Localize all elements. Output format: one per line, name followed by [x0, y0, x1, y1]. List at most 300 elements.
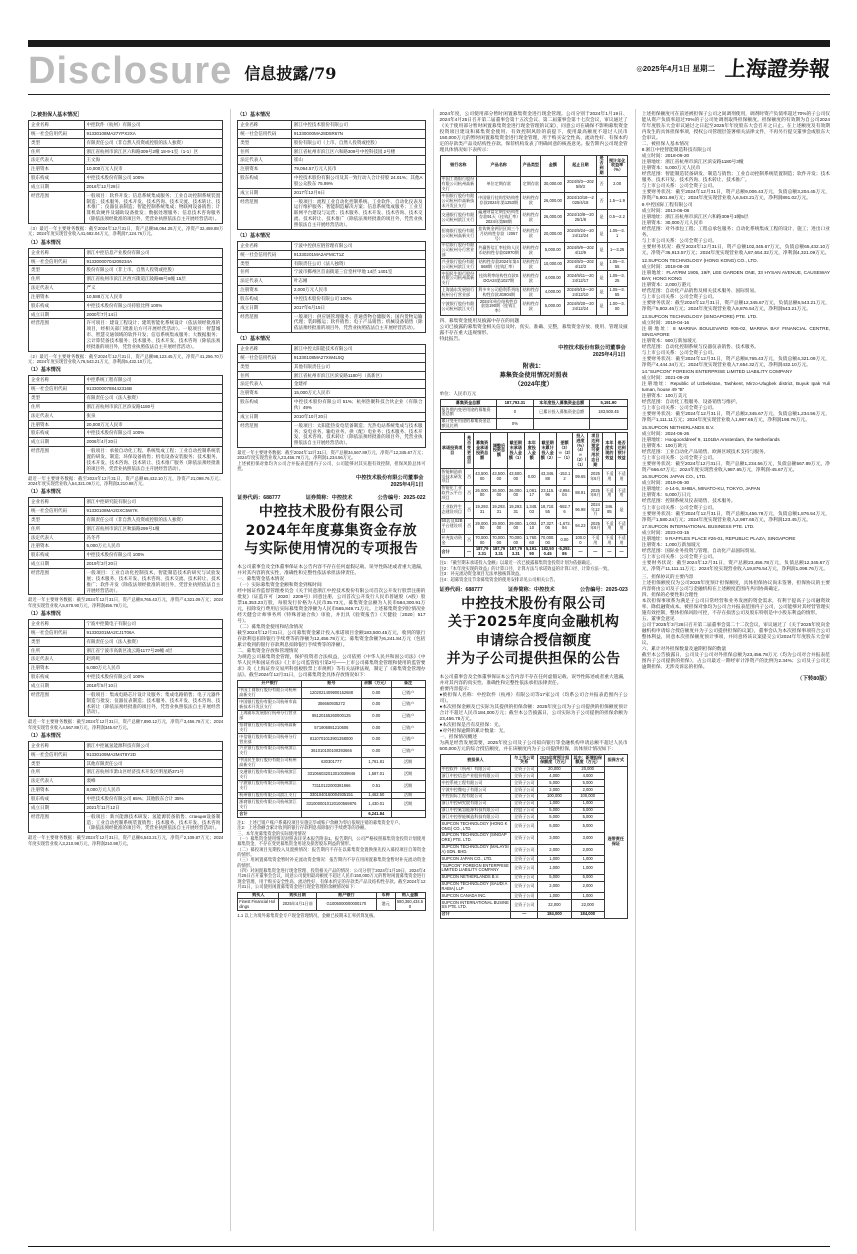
- table-cell: G1005000000000170: [316, 899, 376, 911]
- field-value: 浙江中控太阳能技术有限公司: [291, 345, 425, 354]
- table-row: [29, 515, 223, 524]
- text-line: 上述被担保对象均为公司合并报表范围内子公司，公司能够对其实施有效控制，担保风险总体可控。: [237, 460, 426, 472]
- field-label: 经营范围: [29, 191, 85, 223]
- section-heading: （1）基本情况: [28, 611, 61, 618]
- table-cell: 2024年12月: [588, 502, 603, 518]
- text-line: 主要财务状况：截至2024年12月31日，资产总额3,456.78万元，负债总额1,876.54万元，净资产1,580.24万元；2024年度实现营业收入2,987.65万元，净利润123.45万元。: [641, 510, 830, 522]
- table-cell: 2.00: [607, 176, 627, 192]
- table-cell: 0.00: [524, 469, 539, 485]
- body-paragraph: [440, 111, 628, 153]
- column-header: 是否变更项目: [464, 433, 473, 469]
- table-cell: 1,430.01: [361, 799, 391, 811]
- column-header: 产品名称: [477, 155, 521, 176]
- table-cell: 定期存款: [521, 176, 541, 192]
- table-cell: 3,000: [571, 832, 604, 844]
- note-paragraph: [28, 226, 223, 237]
- field-label: 股东构成: [29, 301, 85, 310]
- table-cell: 中国银行股份有限公司杭州市高新技术开发区支行: [238, 699, 302, 711]
- field-label: 经营范围: [238, 312, 292, 333]
- table-row: [29, 741, 223, 750]
- table-cell: 1,000: [538, 863, 571, 875]
- table-row: [29, 174, 223, 183]
- column-2: [230, 109, 425, 1231]
- table-cell: 结构性存款: [522, 258, 540, 269]
- table-cell: 1,587.01: [361, 769, 391, 781]
- text-line: 特此报告。: [439, 335, 463, 341]
- field-label: 统一社会信用代码: [238, 129, 292, 138]
- column-header: 本年度投入金额: [524, 433, 539, 469]
- table-cell: 2024/9/10—2024/12/10: [565, 287, 596, 299]
- text-line: 最近一年主要财务数据：截至2024年12月31日，资产总额6,543.21万元，净资产2,109.87万元；2024年度实现营业收入3,210.98万元，净利润210.98万元。: [28, 835, 224, 846]
- field-label: 注册资本: [29, 664, 85, 673]
- field-value: 5,000万元人民币: [84, 542, 223, 551]
- table-row: [238, 268, 425, 277]
- table-cell: 0.00: [361, 745, 391, 757]
- text-line: 六、累计对外担保数量及逾期担保的数量: [641, 645, 727, 651]
- column-header: 与上市公司关系: [511, 755, 538, 767]
- table-cell: 187,793.31: [507, 546, 524, 558]
- table-cell: 22,000: [538, 900, 571, 912]
- table-cell: 94.23: [573, 518, 588, 534]
- field-value: 有限责任公司（非自然人投资或控股的法人独资）: [84, 138, 223, 147]
- table-cell: 已销户: [391, 745, 425, 757]
- field-value: 2000年7月14日: [84, 310, 223, 319]
- field-label: 统一社会信用代码: [238, 250, 292, 259]
- table-cell: 招商银行股份有限公司杭州高新支行: [238, 722, 302, 734]
- table-cell: 100,000: [571, 793, 604, 800]
- column-header: 2025年度预计担保额度（万元）: [539, 754, 570, 765]
- table-row: [238, 353, 425, 362]
- table-cell: 70,000.00: [492, 534, 506, 545]
- table-cell: 1.5—1.9: [607, 193, 627, 209]
- text-line: 与上市公司关系：公司全资子公司。: [641, 349, 717, 355]
- table-cell: 5,191.90: [526, 546, 538, 557]
- text-line: 成立时间：2019-04-16: [641, 319, 690, 325]
- company-info-table: [28, 741, 223, 833]
- field-value: 10,588万元人民币: [84, 292, 223, 301]
- bottom-rule: [28, 1246, 830, 1247]
- text-line: 上述担保额度仅为公司2025年度预计担保额度，具体担保协议尚未签署，担保协议的主要内容将由公司及子公司与金融机构在上述额度范围内共同协商确定。: [641, 579, 830, 591]
- text-line: 二、募集资金存放和管理情况: [237, 647, 299, 653]
- text-line: 注2：『本年度实现的效益』的计算口径、计算方法与承诺效益的计算口径、计算方法一致。: [439, 565, 612, 571]
- table-cell: 1,000: [571, 800, 604, 807]
- table-cell: 19,293.31: [474, 502, 491, 518]
- field-label: 类型: [29, 515, 85, 524]
- field-value: 91330000704209234A: [84, 257, 223, 266]
- text-line: 注4：超募资金及节余募集资金的使用安排详见公司相关公告。: [439, 576, 558, 582]
- table-cell: 中国民生银行股份有限公司杭州高新支行: [238, 757, 302, 769]
- table-cell: 1—3.25: [607, 242, 627, 258]
- table-cell: 2024/9/3—2024/12/3: [565, 259, 596, 271]
- field-value: 宁波中控微电子有限公司: [84, 620, 223, 629]
- text-line: 14.“SUPCON” FOREIGN ENTERPRISE LIMITED LIABILITY COMPANY: [641, 369, 793, 375]
- text-line: 1.1 以上为境外募集资金专户现金管理情况，金额已按期末汇率折算复核。: [237, 913, 378, 918]
- table-cell: 1.05—3.1: [607, 226, 627, 242]
- text-line: 二、被担保人基本情况: [641, 140, 689, 146]
- table-cell: 结构性存款2024年第4568期（挂钩汇率）: [478, 258, 519, 269]
- text-line: 注1：『截至期末承诺投入金额』以最近一次已披露募集资金投资计划为依据确定。: [439, 560, 595, 566]
- table-cell: 不适用: [588, 535, 603, 547]
- column-header: 开户银行: [238, 680, 302, 687]
- text-line: 与上市公司关系：公司全资子公司。: [641, 504, 717, 510]
- field-value: 2017年6月15日: [291, 303, 425, 312]
- field-label: 统一社会信用代码: [29, 628, 85, 637]
- table-cell: 宁波中控微电子有限公司: [440, 787, 511, 794]
- table-cell: 活期: [391, 780, 425, 792]
- table-cell: -5,292.86: [556, 546, 573, 558]
- table-cell: Finest Financial Holdings: [238, 899, 279, 911]
- table-cell: 18,710.55: [539, 502, 556, 518]
- note-paragraph: [28, 597, 223, 608]
- table-cell: 4,000.00: [541, 271, 565, 287]
- table-row: [29, 759, 223, 768]
- table-cell: 结构性存款: [521, 242, 541, 258]
- table-row: [238, 294, 425, 303]
- table-cell: 580,360,434.50: [396, 898, 424, 909]
- table-cell: 招商银行股份有限公司杭州高新支行: [440, 226, 477, 242]
- table-row: [440, 780, 627, 787]
- table-cell: 浙商银行股份有限公司杭州滨江支行: [238, 799, 302, 811]
- text-line: （二）募投项目先期投入及置换情况：报告期内不存在以募集资金置换预先投入募投项目自筹资金的情形。: [237, 846, 426, 857]
- table-cell: 5,000: [538, 807, 571, 814]
- table-cell: “SUPCON” FOREIGN ENTERPRISE LIMITED LIABILITY COMPANY: [441, 862, 509, 873]
- table-cell: 88.91: [573, 485, 588, 501]
- signature-line: 中控技术股份有限公司董事会: [558, 344, 626, 351]
- section-heading: （1）基本情况: [28, 239, 61, 246]
- field-label: 住所: [238, 371, 292, 380]
- table-cell: 结构性存款: [521, 193, 541, 209]
- table-row: [440, 209, 627, 225]
- field-label: 企业名称: [29, 376, 85, 385]
- table-row: [238, 757, 425, 769]
- table-cell: 0.00: [556, 535, 573, 547]
- section-heading: （1）基本情况: [237, 232, 271, 239]
- table-cell: 工业软件生态建设项目: [440, 502, 464, 518]
- field-value: 15,000万元人民币: [291, 389, 425, 398]
- table-row: [440, 766, 627, 773]
- field-value: 10,000万元人民币: [84, 165, 223, 174]
- table-row: [238, 792, 425, 799]
- text-line: 注册资本：500万新加坡元: [641, 337, 697, 343]
- section-heading: （1）基本情况: [28, 489, 61, 496]
- text-line: （四）对闲置募集资金进行现金管理、投资相关产品的情况：公司分别于2024年1月19日、2024年4月25日召开董事会会议，同意公司使用最高额度不超过人民币150,000万元的暂时闲置募集资金进行现金管理，用于购买安全性高、流动性好、有保本约定的存款类产品及结构性存款。截至2024年12月31日，公司使用闲置募集资金进行现金管理的余额情况如下：: [237, 868, 426, 890]
- text-line: 经营范围：自动化产品销售及相关技术服务、国际贸易。: [641, 287, 759, 293]
- table-cell: 8110701013901358000: [301, 734, 361, 746]
- headline-line: 中控技术股份有限公司: [258, 504, 404, 521]
- field-value: 其他有限责任公司: [291, 362, 425, 371]
- table-row: [238, 345, 425, 354]
- table-cell: 中信银行股份有限公司杭州分行营业部: [440, 242, 477, 258]
- signature-line: 中控技术股份有限公司董事会: [356, 474, 424, 481]
- text-line: 16.SUPCON JAPAN CO., LTD.: [641, 474, 707, 480]
- text-line: 注册资本：100万欧元: [641, 442, 688, 448]
- table-cell: 全资子公司: [511, 800, 538, 807]
- field-label: 经营范围: [29, 319, 85, 351]
- table-row: [238, 734, 425, 746]
- table-cell: 合计: [440, 911, 511, 918]
- announcement-headline: [237, 503, 425, 558]
- table-row: [29, 257, 223, 266]
- field-value: 浙江中控信息产业股份有限公司: [84, 248, 223, 257]
- field-label: 住所: [29, 524, 85, 533]
- field-label: 企业名称: [238, 345, 292, 354]
- table-row: [238, 156, 425, 165]
- field-label: 成立日期: [29, 560, 85, 569]
- table-row: [238, 277, 425, 286]
- table-cell: 2024/10/8—2025/1/8: [565, 209, 596, 225]
- text-line: 2024年度，公司使用部分暂时闲置募集资金进行现金管理。公司分别于2024年1月19日、2024年4月25日召开第二届董事会第十五次会议、第二届董事会第十七次会议，审议通过了《关于使用部分暂时闲置募集资金进行现金管理的议案》，同意公司在确保不影响募集资金投资项目建设和募集资金使用、有效控制风险的前提下，使用最高额度不超过人民币150,000万元的暂时闲置募集资金进行现金管理，用于购买安全性高、流动性好、有保本约定的存款类产品及结构性存款。保荐机构发表了明确同意的核查意见。报告期内公司现金管理具体情况如下表所示：: [439, 110, 628, 152]
- field-value: 2010年10月20日: [291, 412, 425, 421]
- table-cell: 2024/9/11—2024/12/17: [565, 271, 596, 287]
- field-label: 法定代表人: [29, 156, 85, 165]
- column-header: 调整后投资总额: [491, 433, 508, 469]
- table-cell: 0.51: [361, 780, 391, 792]
- company-info-table: [28, 375, 223, 473]
- text-line: 上述担保额度可在前述被担保子公司之间调剂使用，调剂时资产负债率超过70%的子公司仅能从资产负债率超过70%的子公司处调剂取得担保额度。担保额度的有效期为自公司2024年年度股东大会审议通过之日起至2025年年度股东大会召开之日止。在上述额度及有效期内发生的具体担保事项，授权公司管理层签署相关法律文件，不再另行提交董事会或股东大会审议。: [641, 110, 830, 140]
- field-value: 一般项目：供应链管理服务；普通货物仓储服务；国内货物运输代理；装卸搬运；软件销售；电子产品销售；机械设备销售（除依法须经批准的项目外，凭营业执照依法自主开展经营活动）。: [291, 312, 425, 333]
- table-cell: 1.05—3.55: [607, 259, 627, 271]
- table-row: [440, 911, 627, 918]
- table-cell: 5,000: [571, 821, 604, 833]
- table-cell: 全资子公司: [511, 832, 538, 844]
- table-cell: 1.05—3.25: [607, 271, 627, 287]
- text-line: 经营范围：对外承包工程；工程总承包服务；自动化系统集成工程的设计、施工；进出口业务。: [641, 226, 830, 238]
- table-row: [238, 811, 425, 818]
- table-cell: 2025年4月1日前: [279, 899, 316, 911]
- table-cell: 上海浦东发展银行杭州分行营业部: [238, 710, 302, 722]
- table-row: [29, 319, 223, 351]
- table-cell: 43,346.88: [539, 469, 556, 485]
- table-cell: 100.00: [573, 535, 588, 547]
- field-label: 统一社会信用代码: [29, 385, 85, 394]
- table-row: [440, 814, 627, 821]
- field-label: 股东构成: [238, 174, 292, 189]
- title-line: 附表1：: [522, 363, 545, 371]
- field-value: 一般项目：新兴能源技术研发；氢能源装备销售；станция设备制造；工业自动控制系统装置销售；技术服务、技术开发、技术咨询（除依法须经批准的项目外，凭营业执照依法自主开展经营活动）。: [84, 812, 223, 833]
- field-value: 赵鸿鸣: [84, 655, 223, 664]
- table-row: [29, 385, 223, 394]
- table-row: [238, 121, 425, 130]
- table-row: [440, 226, 627, 242]
- table-cell: 已销户: [391, 687, 425, 699]
- header-row: [238, 892, 425, 899]
- paper-name: 上海證券報: [724, 56, 831, 81]
- field-value: 2019年3月20日: [84, 560, 223, 569]
- table-row: [29, 447, 223, 473]
- field-label: 法定代表人: [29, 284, 85, 293]
- table-cell: 否: [464, 518, 473, 534]
- table-cell: 571906881210606: [301, 722, 361, 734]
- column-header: 截至期末承诺投入金额（1）: [507, 433, 524, 469]
- table-cell: 不适用: [617, 534, 626, 545]
- text-line: 三、本年度募集资金的实际使用情况: [237, 830, 306, 836]
- table-cell: 浙江中控信息产业股份有限公司: [440, 773, 511, 780]
- field-value: 一般项目：承接自动化工程、系统集成工程；工业自动控制系统装置的研发、制造；环保设备销售；机电设备安装服务；技术服务、技术开发、技术咨询、技术转让、技术推广服务（除依法须经批准的项目外，凭营业执照依法自主开展经营活动）。: [84, 447, 223, 473]
- field-value: 冯冬芹: [84, 533, 223, 542]
- table-cell: 182,500.45: [539, 546, 556, 558]
- company-info-table: [28, 120, 223, 224]
- column-header: 募集资金总额: [440, 400, 496, 407]
- field-label: 法定代表人: [238, 277, 292, 286]
- table-cell: 2,000: [571, 881, 604, 893]
- field-label: 类型: [238, 138, 292, 147]
- headline-line: 申请综合授信额度: [475, 632, 592, 649]
- body-paragraph: [440, 674, 628, 752]
- table-cell: 活期: [391, 769, 425, 781]
- table-cell: 不适用: [616, 485, 627, 501]
- table-cell: 否: [464, 502, 473, 518]
- section-heading: （1）基本情况: [237, 336, 271, 343]
- field-value: 2018年5月10日: [84, 681, 223, 690]
- table-cell: 184,000: [538, 911, 571, 918]
- table-row: [238, 362, 425, 371]
- table-row: [29, 507, 223, 516]
- field-label: 住所: [29, 402, 85, 411]
- table-cell: 已销户: [391, 734, 425, 746]
- table-cell: 20,000: [571, 766, 604, 773]
- section-heading: （1）基本情况: [237, 112, 271, 118]
- table-cell: 全资子公司: [511, 793, 538, 800]
- field-label: 股东构成: [238, 294, 292, 303]
- table-cell: 0.00: [361, 734, 391, 746]
- table-cell: 5S店及S2B平台建设项目: [441, 518, 463, 533]
- header-row: [440, 155, 627, 176]
- text-line: 13.SUPCON TECHNOLOGY (SINGAPORE) PTE. LTD.: [641, 313, 758, 319]
- table-cell: 2,000: [571, 844, 604, 856]
- table-cell: 是: [616, 502, 627, 518]
- table-cell: 184,000: [571, 911, 604, 918]
- body-paragraph: [642, 369, 830, 423]
- signature-line: 2025年4月1日: [592, 352, 626, 359]
- table-cell: 全资子公司: [511, 821, 538, 833]
- field-value: 严义: [84, 284, 223, 293]
- text-line: 主要财务状况：截至2024年12月31日，资产总额23,456.78万元，负债总额12,345.67万元，净资产11,111.11万元；2024年度实现营业收入19,876.54万元，净利润1,098.76万元。: [641, 560, 830, 572]
- table-cell: 全资子公司: [511, 874, 538, 881]
- text-line: ●被担保人名称：中控软件（杭州）有限公司等17家公司（均系公司合并报表范围内子公司）。: [439, 691, 628, 703]
- column-header: 被担保人: [440, 755, 511, 767]
- table-cell: 187,793.31: [474, 546, 491, 558]
- table-cell: 96.98: [573, 502, 588, 518]
- body-paragraph: [440, 318, 628, 342]
- column-header: 金额: [541, 155, 565, 176]
- column-header: 备注: [391, 680, 425, 687]
- text-line: 五、董事会意见: [641, 615, 675, 621]
- field-value: 2021年11月12日: [84, 803, 223, 812]
- table-cell: 1,462.50: [361, 792, 391, 799]
- table-cell: 5,000: [571, 780, 604, 787]
- field-value: 79,064.57万元人民币: [291, 165, 425, 174]
- table-cell: 43,500.00: [474, 469, 491, 485]
- text-line: 最近一年主要财务数据：截至2024年12月31日，资产总额8,765.43万元，净资产4,321.09万元；2024年度实现营业收入5,678.90万元，净利润456.78万元。: [28, 597, 224, 608]
- field-label: 类型: [29, 266, 85, 275]
- text-line: （三）用闲置募集资金暂时补充流动资金情况：报告期内不存在用闲置募集资金暂时补充流动资金的情形。: [237, 857, 426, 868]
- text-line: 与上市公司关系：公司全资子公司。: [641, 238, 717, 244]
- field-value: 中控软件（杭州）有限公司: [84, 121, 223, 130]
- table-cell: 0%: [496, 418, 533, 430]
- text-line: 经营范围：控制系统及仪表销售、技术服务。: [641, 498, 736, 504]
- text-line: 经营范围：国际业务投资与管理、自动化产品国际贸易。: [641, 548, 759, 554]
- table-cell: 29,000.00: [507, 518, 524, 534]
- table-cell: 95120155260000125: [301, 710, 361, 722]
- table-cell: 不适用: [616, 469, 627, 485]
- text-line: 注册地址：Hoogoorddreef 9, 1101BA Amsterdam, the Netherlands: [641, 436, 780, 442]
- table-cell: 否: [464, 535, 473, 547]
- table-cell: [301, 811, 361, 818]
- table-row: [29, 812, 223, 833]
- announcement-headline: [440, 595, 628, 669]
- field-label: 成立日期: [29, 310, 85, 319]
- text-line: 成立时间：2018-08-28: [641, 263, 690, 269]
- table-row: [440, 881, 627, 893]
- table-row: [440, 407, 627, 419]
- body-paragraph: [642, 202, 830, 256]
- table-cell: SUPCON JAPAN CO., LTD.: [440, 856, 511, 863]
- table-cell: 0.00: [361, 699, 391, 711]
- field-value: 91330109MA2M4T8Y2D: [84, 750, 223, 759]
- text-line: （一）募集资金使用情况对照表详见本报告附表1。报告期内，公司严格按照募集资金投资计划使用募集资金，不存在变更募集资金用途及损害股东利益的情形。: [237, 835, 426, 847]
- field-value: 一般项目：工业自动化控制技术、智能制造技术的研究与试验发展；技术服务、技术开发、技术咨询、技术交流、技术转让、技术推广；软件开发（除依法须经批准的项目外，凭营业执照依法自主开展经营活动）。: [84, 568, 223, 594]
- table-cell: 4,000: [538, 773, 571, 780]
- table-row: [238, 710, 425, 722]
- field-label: 法定代表人: [29, 777, 85, 786]
- field-label: 类型: [29, 759, 85, 768]
- table-cell: 全资子公司: [511, 893, 538, 900]
- table-row: [440, 259, 627, 271]
- table-cell: 全资子公司: [511, 773, 538, 780]
- table-cell: 否: [464, 469, 473, 485]
- table-cell: 1,000: [571, 856, 604, 863]
- table-cell: 兴业银行股份有限公司杭州滨江支行: [440, 259, 477, 271]
- field-value: 浙江省杭州市滨江区西兴街道江陵路88号6幢 15层: [84, 275, 223, 284]
- table-cell: 杭州银行股份有限公司滨江支行: [238, 792, 302, 799]
- table-cell: 补充流动资金: [440, 535, 464, 547]
- merged-note-cell: 连带责任保证: [604, 766, 627, 918]
- newspaper-page: [28, 40, 830, 1231]
- field-value: 宁波市鄞州区首南街道三官堂村甲地 14层 1401室: [291, 268, 425, 277]
- field-value: 其他有限责任公司: [84, 759, 223, 768]
- field-value: 股份有限公司（非上市、自然人投资或控股）: [84, 266, 223, 275]
- table-row: [440, 856, 627, 863]
- field-value: 6,000万元人民币: [84, 664, 223, 673]
- header-row: [440, 400, 627, 407]
- table-cell: 2024/9/24—2024/12/24: [565, 226, 596, 242]
- column-header: 差额（3）＝（2）－（1）: [556, 433, 573, 469]
- table-title: [440, 363, 628, 389]
- column-header: 预计年化收益率（%）: [607, 155, 627, 176]
- data-table: [237, 680, 425, 818]
- field-label: 股东构成: [29, 174, 85, 183]
- headline-line: 中控技术股份有限公司: [461, 595, 607, 612]
- field-label: 类型: [238, 259, 292, 268]
- column-header: 币种: [376, 892, 395, 899]
- masthead-right: [636, 53, 830, 87]
- column-header: 是否到期: [596, 155, 607, 176]
- table-row: [29, 673, 223, 682]
- table-cell: SUPCON CANADA INC.: [440, 893, 511, 900]
- table-cell: 中国工商银行股份有限公司杭州高新支行: [440, 176, 477, 192]
- table-row: [440, 193, 627, 209]
- table-cell: 活期: [391, 757, 425, 769]
- table-row: [440, 844, 627, 856]
- field-label: 注册资本: [238, 165, 292, 174]
- table-row: [29, 768, 223, 777]
- data-table: [440, 155, 628, 316]
- table-cell: —: [616, 546, 627, 558]
- table-cell: 结构性存款: [521, 271, 541, 287]
- table-cell: 全资子公司: [511, 856, 538, 863]
- table-row: [238, 799, 425, 811]
- table-cell: 报告期内变更用途的募集资金总额: [440, 407, 496, 419]
